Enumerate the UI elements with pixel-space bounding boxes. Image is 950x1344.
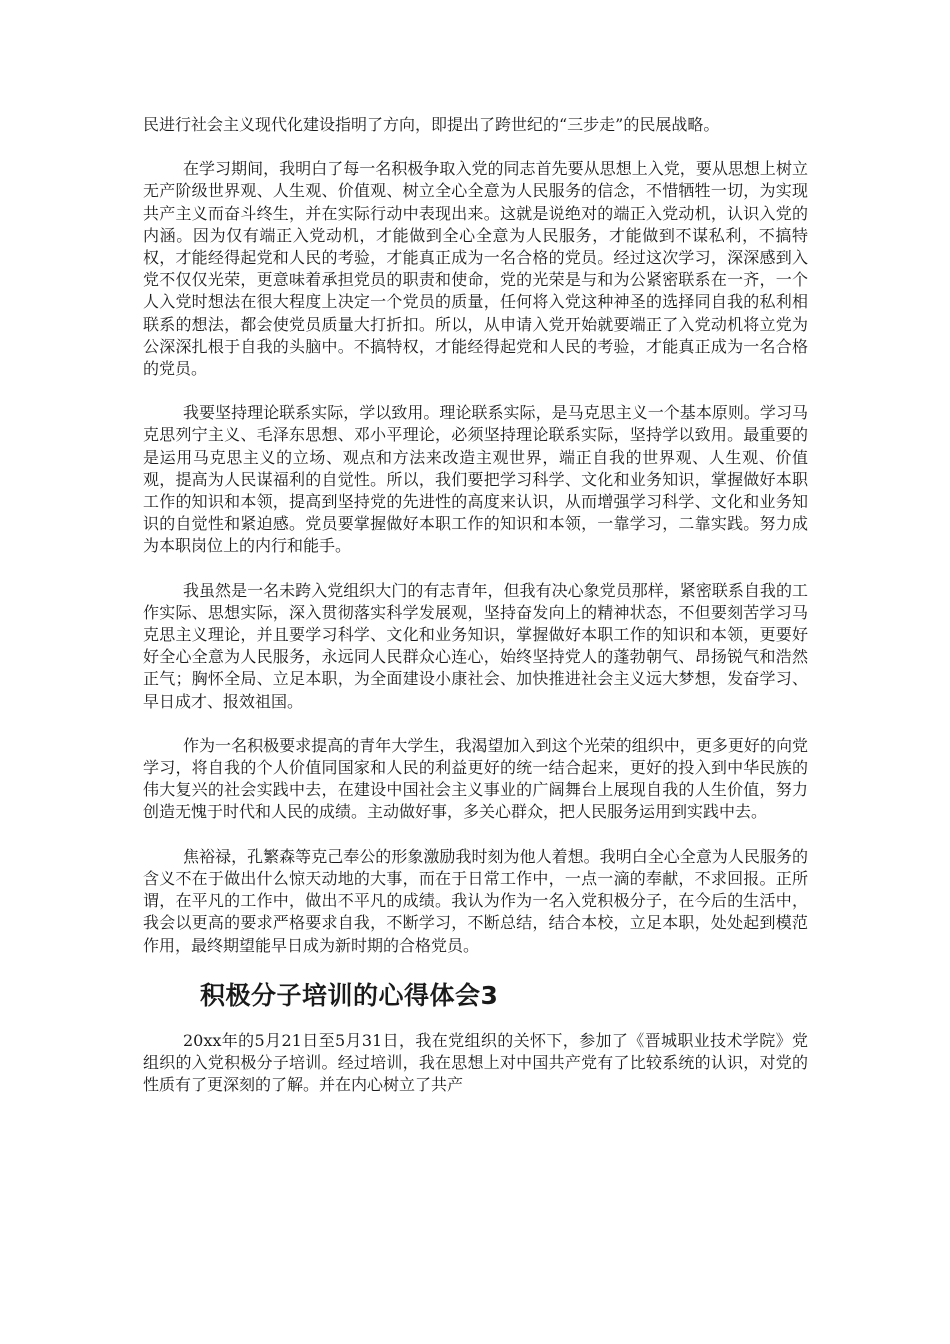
paragraph: 作为一名积极要求提高的青年大学生，我渴望加入到这个光荣的组织中，更多更好的向党学习，将自我的个人价值同国家和人民的利益更好的统一结合起来，更好的投入到中华民族的伟大复兴的社会实践中去，在建设中国社会主义事业的广阔舞台上展现自我的人生价值，努力创造无愧于时代和人民的成绩。主动做好事，多关心群众，把人民服务运用到实践中去。	[143, 735, 808, 822]
paragraph: 我要坚持理论联系实际，学以致用。理论联系实际，是马克思主义一个基本原则。学习马克思列宁主义、毛泽东思想、邓小平理论，必须坚持理论联系实际，坚持学以致用。最重要的是运用马克思主义的立场、观点和方法来改造主观世界，端正自我的世界观、人生观、价值观，提高为人民谋福利的自觉性。所以，我们要把学习科学、文化和业务知识，掌握做好本职工作的知识和本领，提高到坚持党的先进性的高度来认识，从而增强学习科学、文化和业务知识的自觉性和紧迫感。党员要掌握做好本职工作的知识和本领，一靠学习，二靠实践。努力成为本职岗位上的内行和能手。	[143, 403, 808, 556]
paragraph: 在学习期间，我明白了每一名积极争取入党的同志首先要从思想上入党，要从思想上树立无产阶级世界观、人生观、价值观、树立全心全意为人民服务的信念，不惜牺牲一切，为实现共产主义而奋斗终生，并在实际行动中表现出来。这就是说绝对的端正入党动机，认识入党的内涵。因为仅有端正入党动机，才能做到全心全意为人民服务，才能做到不谋私利，不搞特权，才能经得起党和人民的考验，才能真正成为一名合格的党员。经过这次学习，深深感到入党不仅仅光荣，更意味着承担党员的职责和使命，党的光荣是与和为公紧密联系在一齐，一个人入党时想法在很大程度上决定一个党员的质量，任何将入党这种神圣的选择同自我的私利相联系的想法，都会使党员质量大打折扣。所以，从申请入党开始就要端正了入党动机将立党为公深深扎根于自我的头脑中。不搞特权，才能经得起党和人民的考验，才能真正成为一名合格的党员。	[143, 159, 808, 379]
section-heading: 积极分子培训的心得体会3	[200, 980, 499, 1010]
paragraph: 我虽然是一名未跨入党组织大门的有志青年，但我有决心象党员那样，紧密联系自我的工作实际、思想实际，深入贯彻落实科学发展观，坚持奋发向上的精神状态，不但要刻苦学习马克思主义理论，并且要学习科学、文化和业务知识，掌握做好本职工作的知识和本领，更要好好全心全意为人民服务，永远同人民群众心连心，始终坚持党人的蓬勃朝气、昂扬锐气和浩然正气；胸怀全局、立足本职，为全面建设小康社会、加快推进社会主义远大梦想，发奋学习、早日成才、报效祖国。	[143, 580, 808, 711]
paragraph-continued: 民进行社会主义现代化建设指明了方向，即提出了跨世纪的“三步走”的民展战略。	[143, 115, 720, 134]
paragraph: 焦裕禄，孔繁森等克己奉公的形象激励我时刻为他人着想。我明白全心全意为人民服务的含义不在于做出什么惊天动地的大事，而在于日常工作中，一点一滴的奉献，不求回报。正所谓，在平凡的工作中，做出不平凡的成绩。我认为作为一名入党积极分子，在今后的生活中，我会以更高的要求严格要求自我，不断学习，不断总结，结合本校，立足本职，处处起到模范作用，最终期望能早日成为新时期的合格党员。	[143, 846, 808, 955]
document-page	[143, 114, 808, 1096]
paragraph: 20xx年的5月21日至5月31日，我在党组织的关怀下，参加了《晋城职业技术学院》党组织的入党积极分子培训。经过培训，我在思想上对中国共产党有了比较系统的认识，对党的性质有了更深刻的了解。并在内心树立了共产	[143, 1030, 808, 1095]
